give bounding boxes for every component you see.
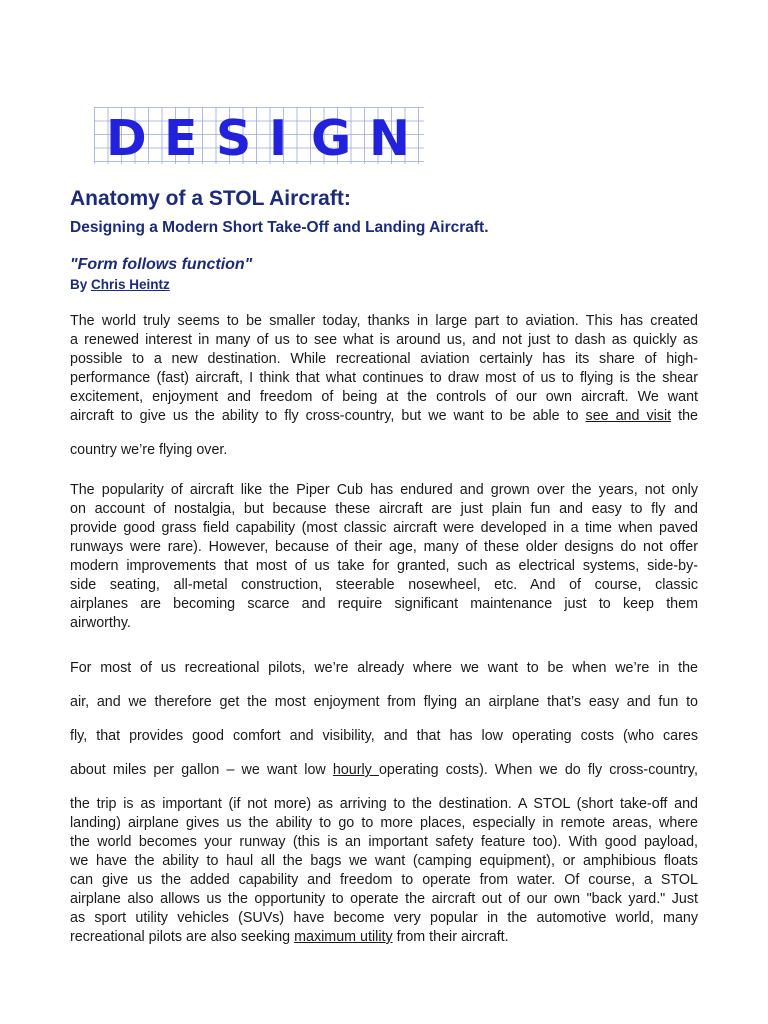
paragraph-line: performance (fast) aircraft, I think that what continues to draw most of us to flying is the shear [70, 370, 698, 386]
paragraph-line [70, 407, 698, 441]
paragraph-2 [70, 481, 698, 633]
text-span: from their aircraft. [392, 929, 509, 945]
logo-letter: S [216, 110, 252, 164]
article-title: Anatomy of a STOL Aircraft: [70, 187, 351, 210]
by-label: By [70, 277, 88, 292]
paragraph-line: air, and we therefore get the most enjoyment from flying an airplane that’s easy and fun to [70, 694, 698, 710]
text-span: recreational pilots are also seeking [70, 929, 295, 945]
paragraph-line: as sport utility vehicles (SUVs) have become very popular in the automotive world, many [70, 910, 698, 926]
paragraph-line: fly, that provides good comfort and visibility, and that has low operating costs (who cares [70, 728, 698, 744]
paragraph-line: the trip is as important (if not more) as arriving to the destination. A STOL (short take-off and [70, 796, 698, 812]
article-subtitle: Designing a Modern Short Take-Off and Landing Aircraft. [70, 219, 489, 236]
design-logo [94, 107, 424, 164]
paragraph-line [70, 928, 698, 947]
paragraph-line: possible to a new destination. While recreational aviation certainly has its share of high- [70, 351, 698, 367]
underlined-phrase: maximum utility [294, 929, 393, 945]
paragraph-line: excitement, enjoyment and freedom of being at the controls of our own aircraft. We want [70, 389, 698, 405]
text-span: operating costs). When we do fly cross-country, [378, 762, 698, 778]
paragraph-line: modern improvements that most of us take for granted, such as electrical systems, side-by- [70, 558, 698, 574]
underlined-phrase: see and visit [585, 408, 672, 424]
text-span: the [671, 408, 698, 424]
paragraph-line: The popularity of aircraft like the Piper Cub has endured and grown over the years, not only [70, 482, 698, 498]
logo-letter: D [106, 110, 147, 164]
logo-letter: I [269, 110, 288, 164]
logo-letter: N [369, 110, 411, 164]
paragraph-line: The world truly seems to be smaller today, thanks in large part to aviation. This has created [70, 313, 698, 329]
paragraph-line: For most of us recreational pilots, we’re already where we want to be when we’re in the [70, 660, 698, 676]
paragraph-line [70, 761, 698, 795]
paragraph-3 [70, 659, 698, 947]
underlined-phrase: hourly [332, 762, 379, 778]
paragraph-line: we have the ability to haul all the bags we want (camping equipment), or amphibious floats [70, 853, 698, 869]
paragraph-line: airworthy. [70, 615, 131, 631]
paragraph-line: landing) airplane gives us the ability to go to more places, especially in remote areas, where [70, 815, 698, 831]
paragraph-line: runways were rare). However, because of their age, many of these older designs do not offer [70, 539, 698, 555]
paragraph-line: can give us the added capability and freedom to operate from water. Of course, a STOL [70, 872, 698, 888]
paragraph-line: country we’re flying over. [70, 442, 228, 458]
logo-letter: E [164, 110, 198, 164]
text-span: about miles per gallon – we want low [70, 762, 333, 778]
byline [70, 277, 170, 292]
paragraph-line: provide good grass field capability (most classic aircraft were developed in a time when paved [70, 520, 698, 536]
paragraph-line: airplanes are becoming scarce and require significant maintenance just to keep them [70, 596, 698, 612]
paragraph-1 [70, 312, 698, 460]
article-quote: "Form follows function" [70, 256, 253, 273]
paragraph-line: a renewed interest in many of us to see what is around us, and not just to dash as quickly as [70, 332, 698, 348]
paragraph-line: side seating, all-metal construction, steerable nosewheel, etc. And of course, classic [70, 577, 698, 593]
text-span: aircraft to give us the ability to fly cross-country, but we want to be able to [70, 408, 586, 424]
paragraph-line: on account of nostalgia, but because these aircraft are just plain fun and easy to fly and [70, 501, 698, 517]
paragraph-line: airplane also allows us the opportunity to operate the aircraft out of our own "back yard." Just [70, 891, 698, 907]
logo-letter: G [311, 110, 352, 164]
paragraph-line: the world becomes your runway (this is an important safety feature too). With good payload, [70, 834, 698, 850]
design-logo-graphic [94, 107, 424, 164]
author-link[interactable]: Chris Heintz [91, 277, 170, 292]
